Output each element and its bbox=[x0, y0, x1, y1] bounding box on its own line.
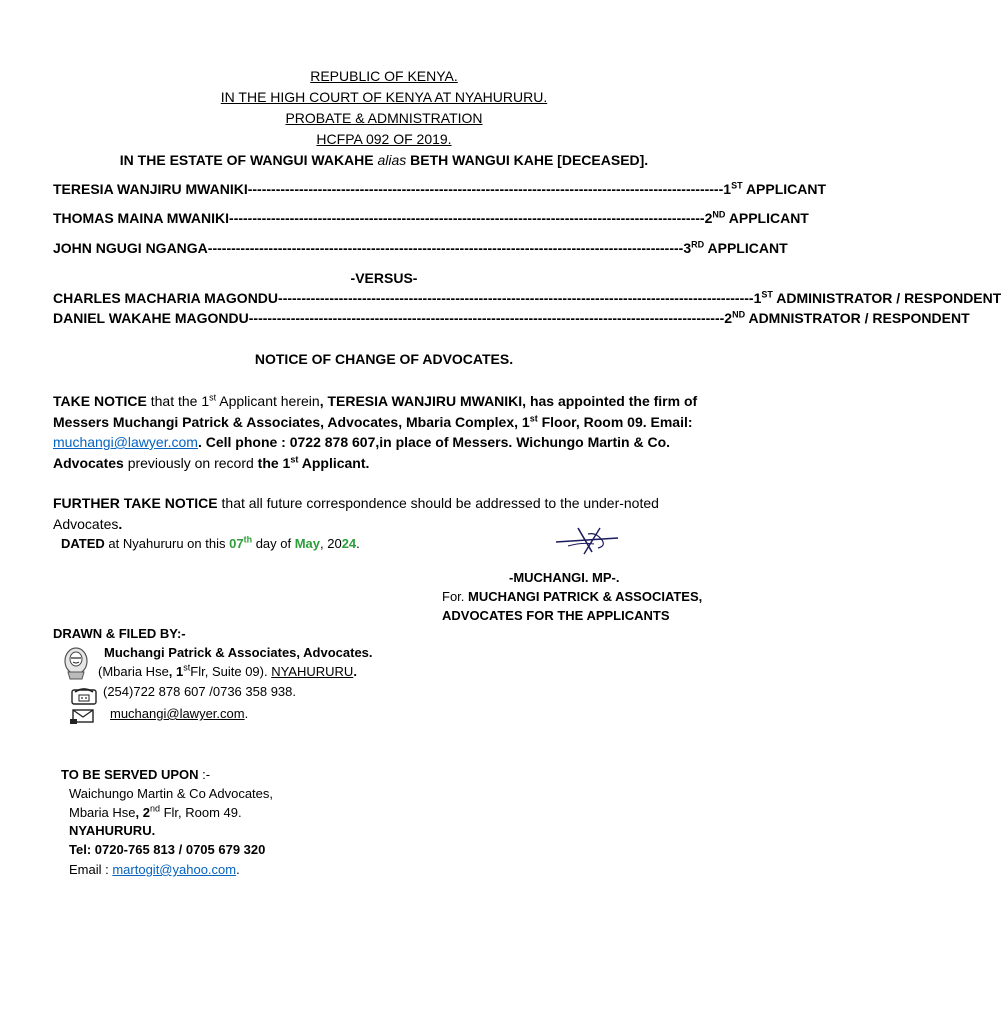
party-ordinal-sup: ND bbox=[712, 209, 726, 220]
served-upon-tel: Tel: 0720-765 813 / 0705 679 320 bbox=[69, 842, 266, 857]
estate-title bbox=[0, 150, 768, 170]
text-run: day of bbox=[252, 536, 295, 551]
party-ordinal: 1 bbox=[753, 290, 762, 306]
dated-month: May bbox=[294, 536, 321, 551]
dated-lead: DATED bbox=[61, 536, 105, 551]
served-upon-address bbox=[69, 805, 242, 820]
party-applicant-1: TERESIA WANJIRU MWANIKI ------------------------------------------------------------------------------------------------------ 1ST APPLICANT bbox=[53, 180, 827, 197]
party-role bbox=[705, 210, 809, 226]
estate-alias: alias bbox=[377, 152, 407, 168]
party-ordinal-sup: RD bbox=[691, 239, 705, 250]
served-upon-firm: Waichungo Martin & Co Advocates, bbox=[69, 786, 274, 801]
party-ordinal: 2 bbox=[704, 210, 713, 226]
text-run: that the 1 bbox=[146, 393, 210, 409]
party-ordinal: 2 bbox=[724, 310, 733, 326]
party-role bbox=[754, 290, 1001, 306]
party-ordinal: 1 bbox=[723, 181, 732, 197]
drawn-by-email-line bbox=[110, 706, 248, 721]
signer-role: ADVOCATES FOR THE APPLICANTS bbox=[442, 608, 670, 623]
justice-seal-icon bbox=[62, 646, 90, 682]
served-upon-label: TO BE SERVED UPON bbox=[61, 767, 199, 782]
header-case-number: HCFPA 092 OF 2019. bbox=[316, 131, 452, 147]
dated-year-tail: 24 bbox=[341, 536, 357, 551]
party-role bbox=[683, 240, 787, 256]
text-run: at Nyahururu on this bbox=[104, 536, 230, 551]
text-run: the 1 bbox=[257, 454, 291, 471]
text-sup: st bbox=[183, 662, 191, 673]
party-ordinal: 3 bbox=[683, 240, 692, 256]
text-sup: st bbox=[529, 412, 538, 423]
text-run: , TERESIA WANJIRU MWANIKI, has appointed the firm of Messers Muchangi Patrick & Associates, Advocates, Mbaria Complex, 1 bbox=[53, 393, 698, 430]
drawn-by-firm: Muchangi Patrick & Associates, Advocates. bbox=[104, 645, 373, 660]
signer-for-firm bbox=[442, 589, 702, 604]
drawn-by-address bbox=[98, 664, 357, 679]
drawn-by-phone: (254)722 878 607 /0736 358 938. bbox=[103, 684, 297, 699]
party-role-text: APPLICANT bbox=[704, 240, 788, 256]
signer-name: -MUCHANGI. MP-. bbox=[509, 570, 620, 585]
notice-title: NOTICE OF CHANGE OF ADVOCATES. bbox=[254, 351, 514, 367]
further-notice-lead: FURTHER TAKE NOTICE bbox=[53, 495, 218, 511]
estate-title-part: BETH WANGUI KAHE [DECEASED]. bbox=[406, 152, 649, 168]
header-court: IN THE HIGH COURT OF KENYA AT NYAHURURU. bbox=[220, 89, 548, 105]
drawn-by-heading: DRAWN & FILED BY:- bbox=[53, 626, 186, 641]
text-run: previously on record bbox=[123, 454, 258, 471]
text-run: , 1 bbox=[168, 664, 184, 679]
party-ordinal-sup: ST bbox=[761, 289, 773, 300]
text-run: Floor, Room 09. Email: bbox=[537, 413, 693, 430]
served-upon-email[interactable]: martogit@yahoo.com bbox=[112, 862, 237, 877]
text-run: , 20 bbox=[320, 536, 342, 551]
text-sup: nd bbox=[149, 803, 160, 814]
party-role-text: ADMNISTRATOR / RESPONDENT bbox=[745, 310, 970, 326]
text-run: (Mbaria Hse bbox=[98, 664, 169, 679]
text-run: Flr, Suite 09). bbox=[190, 664, 272, 679]
party-name: TERESIA WANJIRU MWANIKI bbox=[53, 181, 248, 197]
text-run: . bbox=[236, 862, 240, 877]
versus-label: -VERSUS- bbox=[350, 270, 418, 286]
party-respondent-2: DANIEL WAKAHE MAGONDU ------------------------------------------------------------------------------------------------------ 2ND ADMNISTRATOR / RESPONDENT bbox=[53, 309, 970, 326]
drawn-by-email[interactable]: muchangi@lawyer.com bbox=[110, 706, 245, 721]
estate-title-part: IN THE ESTATE OF WANGUI WAKAHE bbox=[119, 152, 378, 168]
party-ordinal-sup: ST bbox=[731, 180, 743, 191]
text-run: :- bbox=[198, 767, 211, 782]
email-icon bbox=[69, 707, 99, 725]
party-name: DANIEL WAKAHE MAGONDU bbox=[53, 310, 249, 326]
text-run: Applicant herein bbox=[216, 393, 320, 409]
party-respondent-1: CHARLES MACHARIA MAGONDU ------------------------------------------------------------------------------------------------------ 1ST ADMINISTRATOR / RESPONDENT bbox=[53, 289, 1001, 306]
party-role-text: APPLICANT bbox=[742, 181, 827, 197]
party-name: CHARLES MACHARIA MAGONDU bbox=[53, 290, 279, 306]
take-notice-paragraph bbox=[53, 391, 718, 473]
party-applicant-3: JOHN NGUGI NGANGA ------------------------------------------------------------------------------------------------------ 3RD APPLICANT bbox=[53, 239, 788, 256]
text-sup: st bbox=[209, 392, 217, 403]
text-run: , 2 bbox=[135, 805, 150, 820]
served-upon-email-line bbox=[69, 862, 240, 877]
text-run: Email : bbox=[69, 862, 113, 877]
party-name: JOHN NGUGI NGANGA bbox=[53, 240, 208, 256]
text-run: Applicant. bbox=[298, 454, 370, 471]
dated-line bbox=[61, 536, 360, 551]
text-run: For. bbox=[442, 589, 469, 604]
party-role bbox=[724, 310, 969, 326]
party-role bbox=[723, 181, 826, 197]
dated-day: 07 bbox=[229, 536, 244, 551]
party-ordinal-sup: ND bbox=[732, 309, 746, 320]
text-run: that all future correspondence should be addressed to the under-noted Advocates bbox=[53, 495, 659, 532]
party-applicant-2: THOMAS MAINA MWANIKI ------------------------------------------------------------------------------------------------------ 2ND APPLICANT bbox=[53, 209, 809, 226]
phone-icon bbox=[69, 686, 99, 706]
text-run: Mbaria Hse bbox=[69, 805, 136, 820]
party-role-text: ADMINISTRATOR / RESPONDENT bbox=[772, 290, 1001, 306]
served-upon-town: NYAHURURU. bbox=[69, 823, 156, 838]
party-name: THOMAS MAINA MWANIKI bbox=[53, 210, 230, 226]
signature-mark bbox=[548, 520, 630, 560]
text-run: . Cell phone : 0722 878 607,in place of Messers. Wichungo Martin & Co. Advocates bbox=[53, 434, 671, 471]
text-sup: st bbox=[290, 453, 299, 464]
header-republic: REPUBLIC OF KENYA. bbox=[310, 68, 458, 84]
text-run: . bbox=[353, 664, 357, 679]
served-upon-heading bbox=[61, 767, 210, 782]
take-notice-lead: TAKE NOTICE bbox=[53, 393, 147, 409]
header-division: PROBATE & ADMNISTRATION bbox=[285, 110, 483, 126]
text-run: . bbox=[244, 706, 249, 721]
signer-firm: MUCHANGI PATRICK & ASSOCIATES, bbox=[468, 589, 703, 604]
email-link[interactable]: muchangi@lawyer.com bbox=[53, 434, 198, 450]
party-role-text: APPLICANT bbox=[725, 210, 809, 226]
text-run: . bbox=[356, 536, 360, 551]
text-run: Flr, Room 49. bbox=[159, 805, 242, 820]
drawn-by-town: NYAHURURU bbox=[271, 664, 354, 679]
text-run: . bbox=[118, 515, 123, 532]
dated-day-sup: th bbox=[243, 534, 253, 545]
